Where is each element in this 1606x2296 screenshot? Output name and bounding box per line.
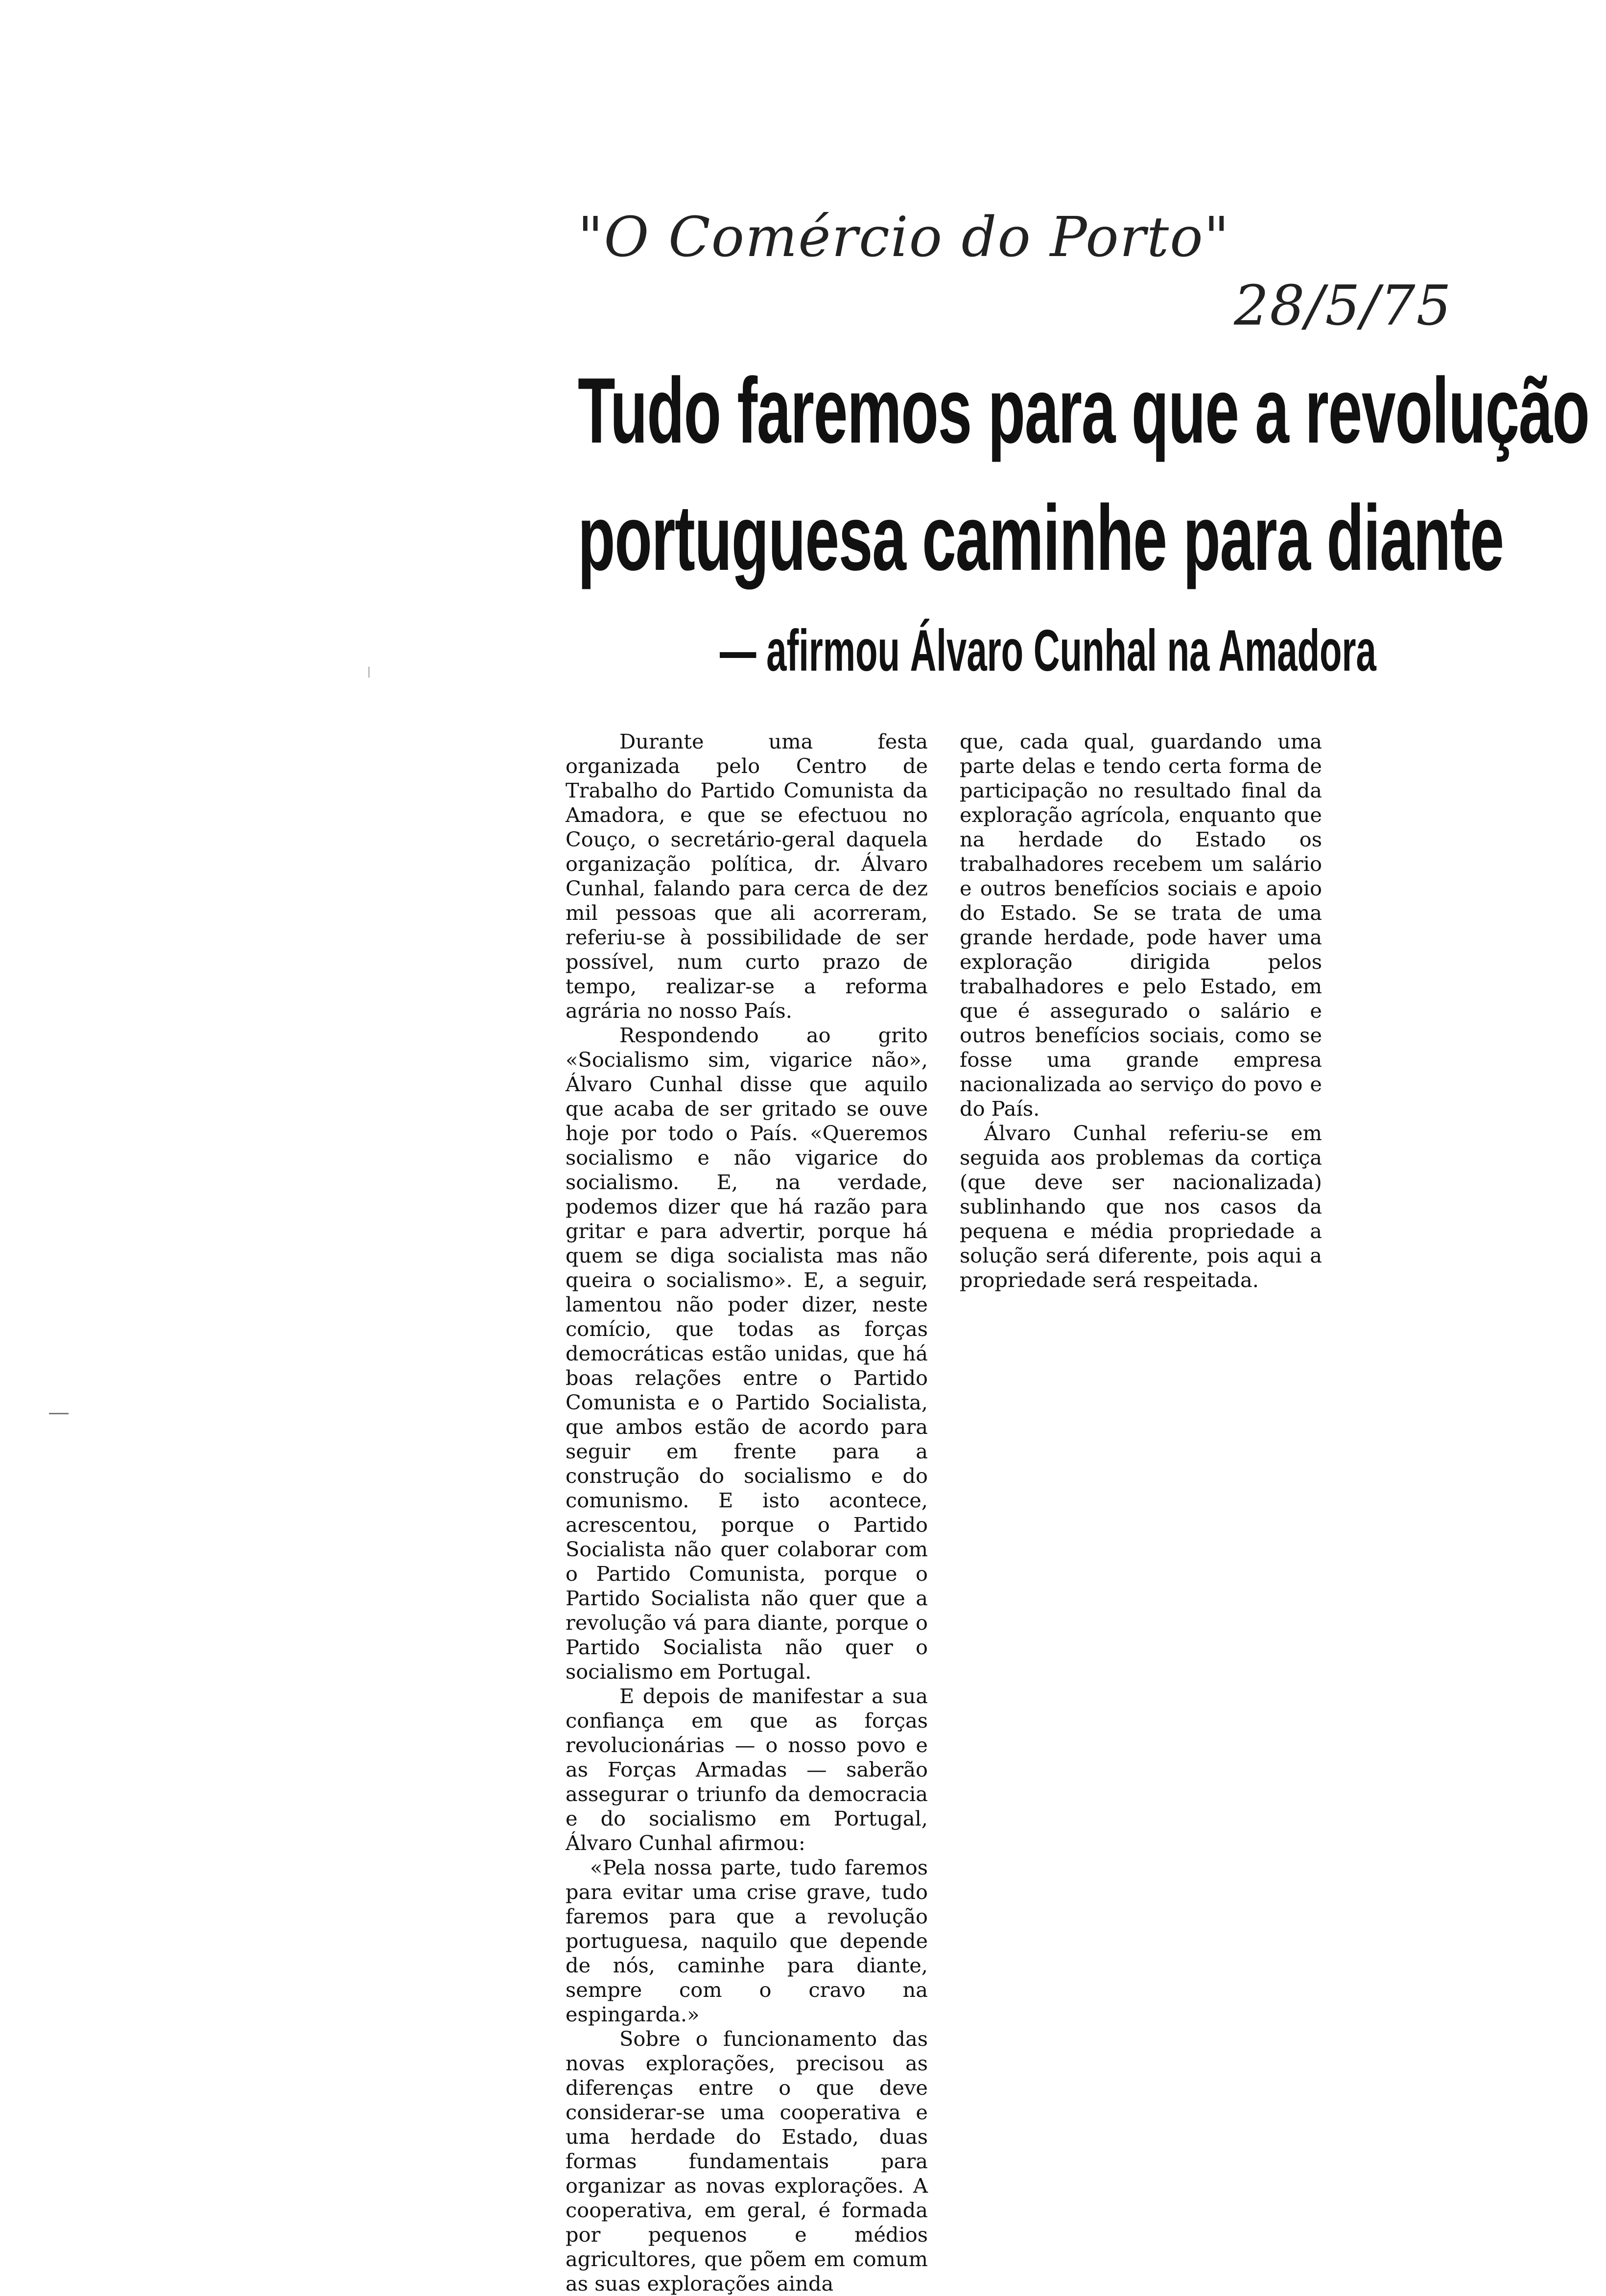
subheadline: — afirmou Álvaro Cunhal na Amadora: [720, 618, 1376, 683]
paragraph: Sobre o funcionamento das novas explorações, precisou as diferenças entre o que deve considerar-se uma cooperativa e uma herdade do Estado, duas formas fundamentais para organizar as novas explorações. A cooperativa, em geral, é formada por pequenos e médios agricultores, que põem em comum as suas explorações ainda: [566, 2027, 928, 2296]
paragraph: E depois de manifestar a sua confiança em que as forças revolucionárias — o nosso povo e as Forças Armadas — saberão assegurar o triunfo da democracia e do socialismo em Portugal, Álvaro Cunhal afirmou:: [566, 1684, 928, 1855]
quote-paragraph: «Pela nossa parte, tudo faremos para evitar uma crise grave, tudo faremos para que a revolução portuguesa, naquilo que depende de nós, caminhe para diante, sempre com o cravo na espingarda.»: [566, 1855, 928, 2026]
scan-mark: [49, 1413, 69, 1414]
paragraph: Respondendo ao grito «Socialismo sim, vigarice não», Álvaro Cunhal disse que aquilo que acaba de ser gritado se ouve hoje por todo o País. «Queremos socialismo e não vigarice do socialismo. E, na verdade, podemos dizer que há razão para gritar e para advertir, porque há quem se diga socialista mas não queira o socialismo». E, a seguir, lamentou não poder dizer, neste comício, que todas as forças democráticas estão unidas, que há boas relações entre o Partido Comunista e o Partido Socialista, que ambos estão de acordo para seguir em frente para a construção do socialismo e do comunismo. E isto acontece, acrescentou, porque o Partido Socialista não quer colaborar com o Partido Comunista, porque o Partido Socialista não quer que a revolução vá para diante, porque o Partido Socialista não quer o socialismo em Portugal.: [566, 1023, 928, 1684]
paragraph: Durante uma festa organizada pelo Centro de Trabalho do Partido Comunista da Amadora, e que se efectuou no Couço, o secretário-geral daquela organização política, dr. Álvaro Cunhal, falando para cerca de dez mil pessoas que ali acorreram, referiu-se à possibilidade de ser possível, num curto prazo de tempo, realizar-se a reforma agrária no nosso País.: [566, 729, 928, 1023]
headline-line-1: Tudo faremos para que a revolução: [578, 359, 1589, 463]
paragraph: que, cada qual, guardando uma parte delas e tendo certa forma de participação no resultado final da exploração agrícola, enquanto que na herdade do Estado os trabalhadores recebem um salário e outros benefícios sociais e apoio do Estado. Se se trata de uma grande herdade, pode haver uma exploração dirigida pelos trabalhadores e pelo Estado, em que é assegurado o salário e outros benefícios sociais, como se fosse uma grande empresa nacionalizada ao serviço do povo e do País.: [960, 729, 1322, 1121]
handwritten-source-note: "O Comércio do Porto": [578, 206, 1230, 269]
scan-mark: [368, 667, 370, 678]
paragraph: Álvaro Cunhal referiu-se em seguida aos problemas da cortiça (que deve ser nacionalizada) sublinhando que nos casos da pequena e média propriedade a solução será diferente, pois aqui a propriedade será respeitada.: [960, 1121, 1322, 1292]
article-column-left: [566, 729, 928, 2296]
article-column-right: [960, 729, 1322, 1292]
headline-line-2: portuguesa caminhe para diante: [578, 486, 1504, 590]
handwritten-date-note: 28/5/75: [1234, 274, 1452, 338]
